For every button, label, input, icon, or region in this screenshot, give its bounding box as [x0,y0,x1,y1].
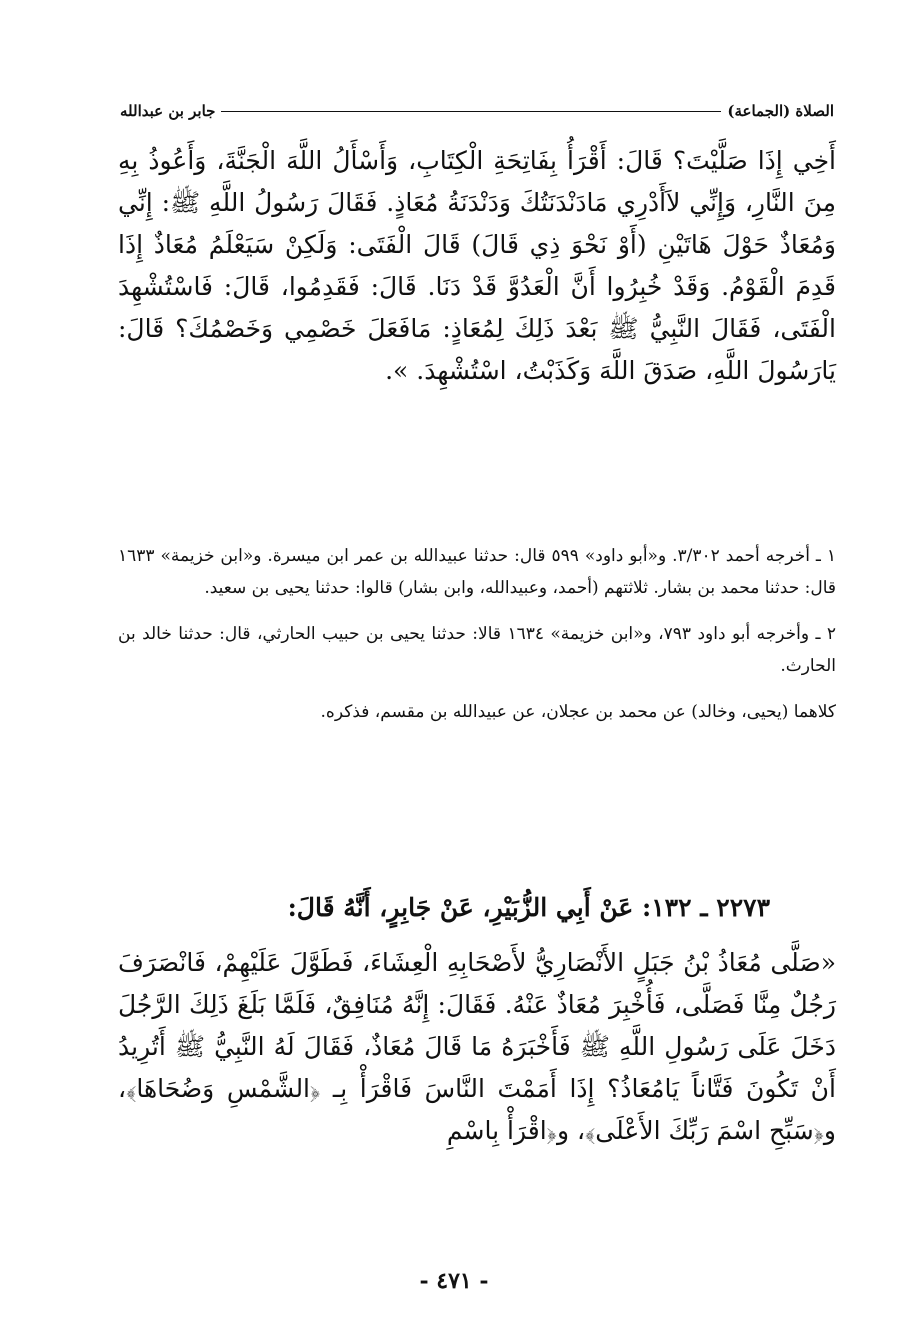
hadith-heading: ٢٢٧٣ ـ ١٣٢: عَنْ أَبِي الزُّبَيْرِ، عَنْ جَابِرٍ، أَنَّهُ قَالَ: [287,893,770,922]
page-number: - ٤٧١ - [419,1268,489,1294]
running-header [120,96,834,126]
footnote-3: كلاهما (يحيى، وخالد) عن محمد بن عجلان، عن عبيدالله بن مقسم، فذكره. [320,702,836,722]
header-chapter-title: الصلاة (الجماعة) [727,102,834,120]
hadith-text: «صَلَّى مُعَاذُ بْنُ جَبَلٍ الأَنْصَارِيُّ لأَصْحَابِهِ الْعِشَاءَ، فَطَوَّلَ عَلَيْهِمْ، فَانْصَرَفَ رَجُلٌ مِنَّا فَصَلَّى، فَأُخْبِرَ مُعَاذٌ عَنْهُ. فَقَالَ: إِنَّهُ مُنَافِقٌ، فَلَمَّا بَلَغَ ذَلِكَ الرَّجُلَ دَخَلَ عَلَى رَسُولِ اللَّهِ ﷺ فَأَخْبَرَهُ مَا قَالَ مُعَاذٌ، فَقَالَ لَهُ النَّبِيُّ ﷺ أَتُرِيدُ أَنْ تَكُونَ فَتَّاناً يَامُعَاذُ؟ إِذَا أَمَمْتَ النَّاسَ فَاقْرَأْ بِـ ﴿الشَّمْسِ وَضُحَاهَا﴾، و﴿سَبِّحِ اسْمَ رَبِّكَ الأَعْلَى﴾، و﴿اقْرَأْ بِاسْمِ [118,948,836,1145]
footnote-1: ١ ـ أخرجه أحمد ٣/٣٠٢. و«أبو داود» ٥٩٩ قال: حدثنا عبيدالله بن عمر ابن ميسرة. و«ابن خزيمة» ١٦٣٣ قال: حدثنا محمد بن بشار. ثلاثتهم (أحمد، وعبيدالله، وابن بشار) قالوا: حدثنا يحيى بن سعيد. [118,546,836,598]
footnotes [118,540,836,742]
main-text-continuation: أَخِي إِذَا صَلَّيْتَ؟ قَالَ: أَقْرَأُ بِفَاتِحَةِ الْكِتَابِ، وَأَسْأَلُ اللَّهَ الْجَنَّةَ، وَأَعُوذُ بِهِ مِنَ النَّارِ، وَإِنِّي لاَأَدْرِي مَادَنْدَنَتُكَ وَدَنْدَنَةُ مُعَاذٍ. فَقَالَ رَسُولُ اللَّهِ ﷺ: إِنِّي وَمُعَاذٌ حَوْلَ هَاتَيْنِ (أَوْ نَحْوَ ذِي قَالَ) قَالَ الْفَتَى: وَلَكِنْ سَيَعْلَمُ مُعَاذٌ إِذَا قَدِمَ الْقَوْمُ. وَقَدْ خُبِرُوا أَنَّ الْعَدُوَّ قَدْ دَنَا. قَالَ: فَقَدِمُوا، قَالَ: فَاسْتُشْهِدَ الْفَتَى، فَقَالَ النَّبِيُّ ﷺ بَعْدَ ذَلِكَ لِمُعَاذٍ: مَافَعَلَ خَصْمِي وَخَصْمُكَ؟ قَالَ: يَارَسُولَ اللَّهِ، صَدَقَ اللَّهَ وَكَذَبْتُ، اسْتُشْهِدَ. ». [118,146,836,385]
header-narrator: جابر بن عبدالله [120,102,216,120]
footnote-2: ٢ ـ وأخرجه أبو داود ٧٩٣، و«ابن خزيمة» ١٦٣٤ قالا: حدثنا يحيى بن حبيب الحارثي، قال: حدثنا خالد بن الحارث. [118,624,837,676]
header-rule [221,111,721,112]
